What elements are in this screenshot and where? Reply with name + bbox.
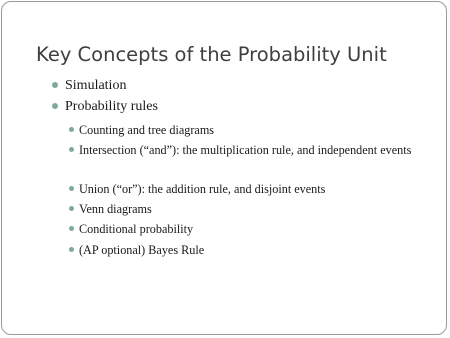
sub-bullet-item-intersection: [79, 143, 419, 158]
sub-bullet-dot-icon: [69, 147, 74, 152]
sub-bullet-item-bayes: [79, 243, 419, 258]
bullet-item-simulation: [65, 77, 126, 94]
bullet-dot-icon: [52, 103, 58, 109]
sub-bullet-dot-icon: [69, 127, 74, 132]
slide: [1, 1, 447, 335]
bullet-list: [2, 2, 446, 334]
sub-bullet-item-counting: [79, 123, 419, 138]
sub-bullet-text: Conditional probability: [79, 222, 194, 236]
sub-bullet-text: Union (“or”): the addition rule, and disjoint events: [79, 182, 326, 196]
sub-bullet-dot-icon: [69, 206, 74, 211]
sub-bullet-text: (AP optional) Bayes Rule: [79, 243, 205, 257]
sub-bullet-dot-icon: [69, 186, 74, 191]
sub-bullet-text: Counting and tree diagrams: [79, 123, 215, 137]
sub-bullet-item-venn: [79, 202, 419, 217]
bullet-text: Probability rules: [65, 99, 158, 114]
sub-bullet-text: Venn diagrams: [79, 202, 152, 216]
sub-bullet-item-union: [79, 182, 419, 197]
sub-bullet-dot-icon: [69, 226, 74, 231]
bullet-item-probability-rules: [65, 98, 158, 115]
sub-bullet-item-conditional: [79, 222, 419, 237]
sub-bullet-dot-icon: [69, 247, 74, 252]
bullet-text: Simulation: [65, 78, 127, 93]
bullet-dot-icon: [52, 82, 58, 88]
sub-bullet-text: Intersection (“and”): the multiplication rule, and independent events: [79, 143, 412, 157]
slide-title: Key Concepts of the Probability Unit: [36, 43, 387, 66]
